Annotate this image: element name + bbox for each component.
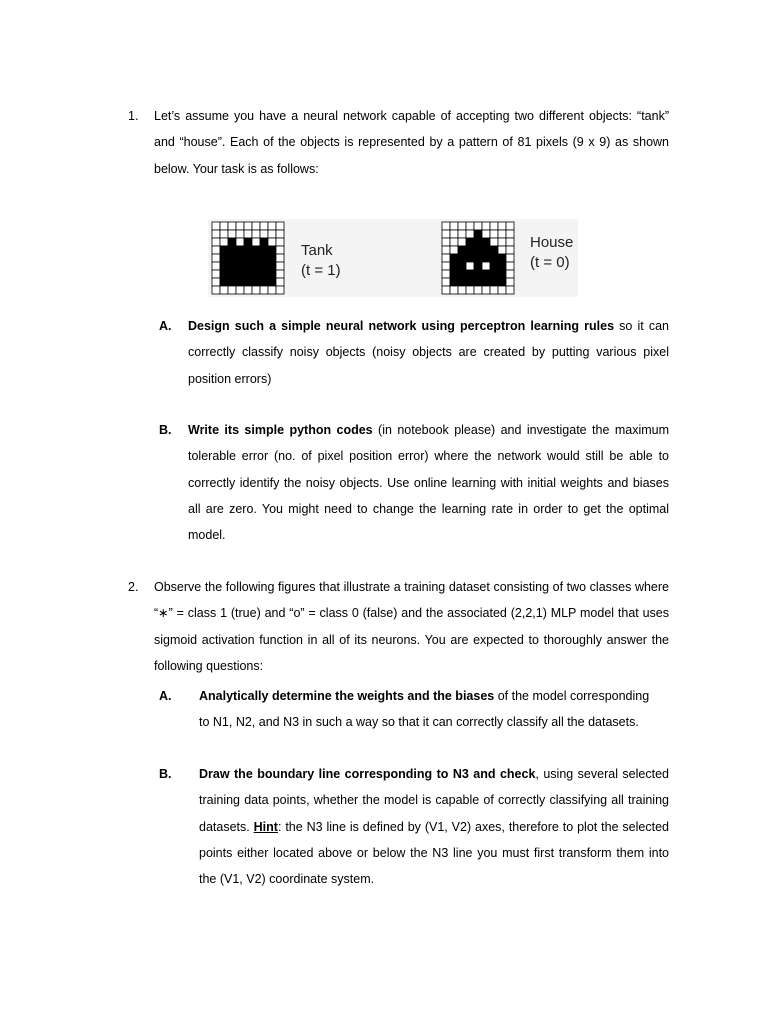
q2-a-text	[199, 683, 659, 736]
q1-text: Let’s assume you have a neural network capable of accepting two different objects: “tank” and “house”. Each of the objects is represented by a pattern of 81 pixels (9 x 9) as shown below. Your task is as follows:	[154, 109, 669, 176]
tank-pixel	[244, 278, 252, 286]
tank-pixel	[268, 262, 276, 270]
house-pixel	[482, 238, 490, 246]
tank-pixel	[220, 230, 228, 238]
house-pixel	[458, 254, 466, 262]
house-pixel	[458, 222, 466, 230]
house-pixel	[506, 270, 514, 278]
q1-number: 1.	[128, 109, 139, 123]
tank-pixel	[220, 238, 228, 246]
tank-pixel	[252, 278, 260, 286]
tank-pixel	[220, 254, 228, 262]
house-pixel	[458, 230, 466, 238]
house-pixel	[482, 262, 490, 270]
q1-b-rest: (in notebook please) and investigate the maximum tolerable error (no. of pixel position error) where the network would still be able to correctly identify the noisy objects. Use online learning with initial weights and biases all are zero. You might need to change the learning rate in order to get the optimal model.	[188, 423, 669, 543]
tank-pixel	[276, 286, 284, 294]
house-pixel	[482, 270, 490, 278]
tank-pixel	[236, 230, 244, 238]
house-pixel	[474, 286, 482, 294]
tank-house-figure	[208, 219, 578, 297]
house-pixel	[498, 254, 506, 262]
tank-pixel	[236, 278, 244, 286]
house-pixel	[482, 286, 490, 294]
house-pixel	[442, 262, 450, 270]
tank-pixel	[236, 246, 244, 254]
house-pixel	[474, 246, 482, 254]
house-pixel	[458, 238, 466, 246]
q2-b-rest2: : the N3 line is defined by (V1, V2) axes, therefore to plot the selected points either located above or below the N3 line you must first transform them into the (V1, V2) coordinate system.	[199, 819, 669, 887]
house-pixel	[498, 230, 506, 238]
house-pixel	[458, 286, 466, 294]
house-pixel	[482, 222, 490, 230]
tank-pixel	[260, 230, 268, 238]
house-pixel	[442, 254, 450, 262]
house-pixel	[506, 222, 514, 230]
tank-pixel	[220, 278, 228, 286]
tank-pixel	[260, 238, 268, 246]
tank-pixel	[236, 262, 244, 270]
house-pixel	[450, 286, 458, 294]
house-pixel	[506, 254, 514, 262]
tank-pixel	[276, 262, 284, 270]
house-pixel	[498, 246, 506, 254]
q2-a-bold: Analytically determine the weights and the biases	[199, 689, 495, 703]
house-pixel	[442, 230, 450, 238]
tank-pixel	[252, 254, 260, 262]
tank-pixel	[212, 238, 220, 246]
tank-pixel	[228, 222, 236, 230]
tank-pixel	[252, 238, 260, 246]
tank-pixel	[260, 286, 268, 294]
tank-pixel	[252, 286, 260, 294]
house-pixel	[498, 278, 506, 286]
tank-pixel	[228, 238, 236, 246]
q2-b-letter: B.	[159, 767, 172, 781]
tank-pixel	[212, 270, 220, 278]
tank-pixel	[268, 222, 276, 230]
tank-pixel	[220, 246, 228, 254]
house-pixel	[442, 246, 450, 254]
house-pixel	[466, 270, 474, 278]
house-pixel	[482, 230, 490, 238]
house-pixel	[442, 270, 450, 278]
q1-b-letter: B.	[159, 423, 172, 437]
tank-pixel	[212, 254, 220, 262]
tank-pixel	[244, 254, 252, 262]
tank-pixel	[212, 222, 220, 230]
q2-b-bold: Draw the boundary line corresponding to N3 and check	[199, 767, 536, 781]
house-pixel	[450, 246, 458, 254]
tank-label: Tank	[301, 242, 333, 259]
house-pixel	[450, 270, 458, 278]
tank-pixel	[276, 278, 284, 286]
tank-pixel	[220, 286, 228, 294]
tank-pixel	[244, 222, 252, 230]
house-pixel	[442, 286, 450, 294]
q2-b-text	[199, 761, 669, 892]
house-label: House	[530, 234, 574, 251]
tank-pixel	[276, 230, 284, 238]
house-pixel	[506, 246, 514, 254]
house-pixel	[458, 278, 466, 286]
house-pixel	[466, 286, 474, 294]
tank-pixel	[260, 222, 268, 230]
house-pixel	[490, 270, 498, 278]
house-pixel	[490, 246, 498, 254]
house-pixel	[474, 254, 482, 262]
house-pixel	[490, 262, 498, 270]
tank-pixel	[236, 238, 244, 246]
tank-pixel	[244, 262, 252, 270]
tank-pixel	[228, 270, 236, 278]
house-pixel	[498, 222, 506, 230]
tank-pixel	[244, 238, 252, 246]
tank-pixel	[220, 222, 228, 230]
house-pixel	[498, 238, 506, 246]
house-target: (t = 0)	[530, 254, 570, 271]
tank-pixel	[252, 222, 260, 230]
house-pixel	[474, 270, 482, 278]
house-pixel	[506, 262, 514, 270]
house-pixel	[466, 222, 474, 230]
house-pixel	[442, 278, 450, 286]
tank-pixel	[212, 230, 220, 238]
tank-pixel	[268, 254, 276, 262]
q1-a-rest: so it can correctly classify noisy objects (noisy objects are created by putting various pixel position errors)	[188, 319, 669, 386]
tank-pixel	[228, 230, 236, 238]
house-pixel	[490, 254, 498, 262]
q2-a-letter: A.	[159, 689, 172, 703]
tank-pixel	[252, 230, 260, 238]
tank-pixel	[276, 246, 284, 254]
tank-pixel	[212, 286, 220, 294]
q1-b-bold: Write its simple python codes	[188, 423, 373, 437]
tank-pixel	[260, 270, 268, 278]
house-pixel	[442, 238, 450, 246]
house-pixel	[474, 262, 482, 270]
tank-pixel	[244, 246, 252, 254]
tank-pixel	[220, 270, 228, 278]
house-pixel	[458, 270, 466, 278]
q1-a-letter: A.	[159, 319, 172, 333]
tank-pixel	[260, 278, 268, 286]
house-pixel	[466, 254, 474, 262]
house-pixel	[458, 246, 466, 254]
q2-b-rest1: , using several selected training data points, whether the model is capable of correctly classifying all training datasets.	[199, 767, 669, 834]
house-pixel	[506, 286, 514, 294]
house-pixel	[442, 222, 450, 230]
tank-pixel	[236, 286, 244, 294]
house-pixel	[466, 238, 474, 246]
tank-pixel	[228, 278, 236, 286]
tank-pixel	[268, 230, 276, 238]
tank-pixel	[268, 246, 276, 254]
tank-pixel	[212, 262, 220, 270]
house-pixel	[474, 222, 482, 230]
house-pixel	[474, 278, 482, 286]
house-pixel	[498, 270, 506, 278]
tank-pixel	[236, 254, 244, 262]
q2-number: 2.	[128, 580, 139, 594]
tank-pixel	[260, 262, 268, 270]
tank-target: (t = 1)	[301, 262, 341, 279]
tank-pixel	[244, 270, 252, 278]
tank-pixel	[268, 278, 276, 286]
tank-pixel	[276, 270, 284, 278]
tank-pixel	[228, 286, 236, 294]
house-pixel	[490, 238, 498, 246]
tank-pixel	[252, 262, 260, 270]
house-pixel	[490, 286, 498, 294]
house-pixel	[450, 254, 458, 262]
tank-pixel	[276, 238, 284, 246]
tank-pixel	[276, 254, 284, 262]
house-pixel	[474, 230, 482, 238]
q1-a-text	[188, 313, 669, 392]
tank-pixel	[268, 286, 276, 294]
tank-pixel	[220, 262, 228, 270]
house-pixel	[450, 222, 458, 230]
house-pixel	[458, 262, 466, 270]
house-pixel	[506, 230, 514, 238]
house-pixel	[466, 230, 474, 238]
q2-a-rest: of the model corresponding to N1, N2, and N3 in such a way so that it can correctly classify all the datasets.	[199, 689, 650, 730]
house-pixel	[450, 262, 458, 270]
house-pixel	[490, 230, 498, 238]
tank-pixel	[252, 246, 260, 254]
house-pixel	[490, 278, 498, 286]
tank-pixel	[276, 222, 284, 230]
tank-pixel	[236, 222, 244, 230]
tank-pixel	[228, 246, 236, 254]
house-pixel	[450, 238, 458, 246]
house-pattern-grid	[441, 221, 515, 295]
house-pixel	[482, 278, 490, 286]
tank-pixel	[244, 230, 252, 238]
tank-pixel	[252, 270, 260, 278]
tank-pixel	[228, 262, 236, 270]
tank-pixel	[244, 286, 252, 294]
house-pixel	[466, 262, 474, 270]
tank-pixel	[236, 270, 244, 278]
house-pixel	[466, 278, 474, 286]
house-pixel	[450, 278, 458, 286]
tank-pixel	[228, 254, 236, 262]
house-pixel	[466, 246, 474, 254]
house-pixel	[498, 262, 506, 270]
q2-text: Observe the following figures that illustrate a training dataset consisting of two classes where “∗” = class 1 (true) and “o” = class 0 (false) and the associated (2,2,1) MLP model that uses sigmoid activation function in all of its neurons. You are expected to thoroughly answer the following questions:	[154, 580, 669, 673]
tank-pattern-grid	[211, 221, 285, 295]
house-pixel	[482, 246, 490, 254]
q1-a-bold: Design such a simple neural network using perceptron learning rules	[188, 319, 615, 333]
house-pixel	[498, 286, 506, 294]
house-pixel	[490, 222, 498, 230]
house-pixel	[482, 254, 490, 262]
tank-pixel	[260, 246, 268, 254]
q2-b-hint: Hint	[253, 819, 278, 834]
q1-b-text	[188, 417, 669, 548]
tank-pixel	[260, 254, 268, 262]
house-pixel	[450, 230, 458, 238]
tank-pixel	[212, 246, 220, 254]
house-pixel	[506, 278, 514, 286]
tank-pixel	[268, 270, 276, 278]
tank-pixel	[268, 238, 276, 246]
house-pixel	[474, 238, 482, 246]
house-pixel	[506, 238, 514, 246]
tank-pixel	[212, 278, 220, 286]
